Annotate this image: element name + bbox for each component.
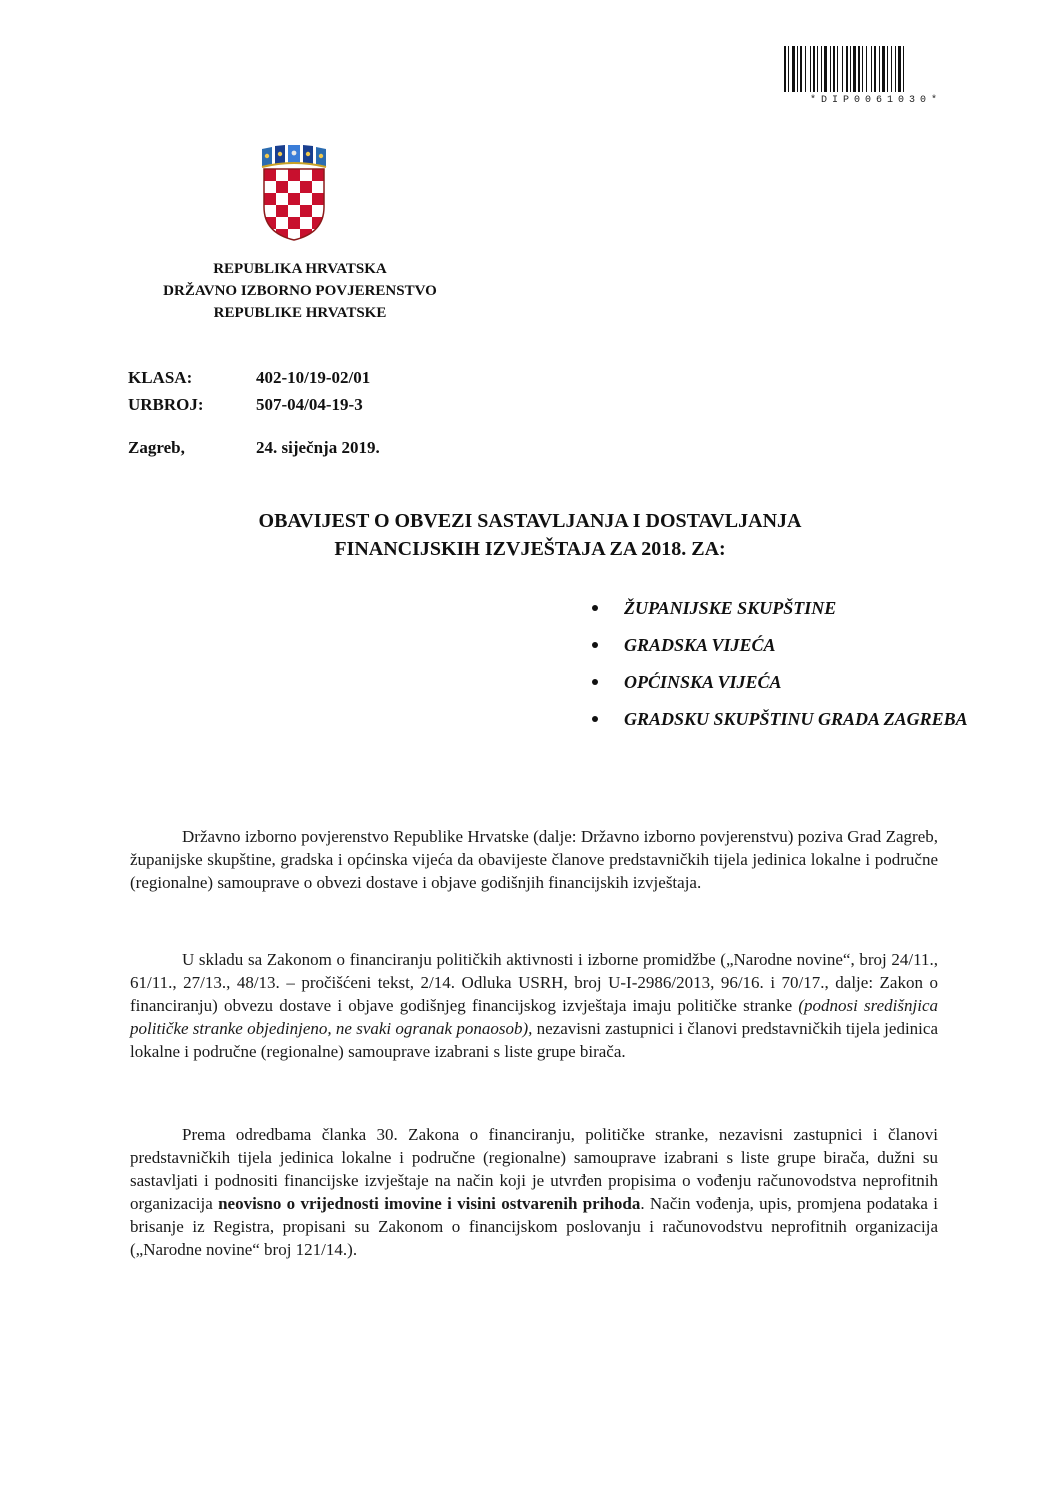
list-item: ŽUPANIJSKE SKUPŠTINE: [590, 590, 970, 627]
recipient-list: [590, 590, 970, 738]
document-title: [160, 507, 900, 563]
list-item: OPĆINSKA VIJEĆA: [590, 664, 970, 701]
bullet-icon: [592, 605, 598, 611]
bullet-icon: [592, 679, 598, 685]
barcode: [782, 46, 970, 110]
header-line-1: REPUBLIKA HRVATSKA: [213, 261, 387, 277]
date-place: Zagreb,: [128, 438, 185, 457]
coat-of-arms-logo: [258, 145, 330, 241]
klasa-value: 402-10/19-02/01: [256, 368, 371, 387]
institution-header: [120, 258, 480, 324]
paragraph-3: Prema odredbama članka 30. Zakona o financiranju, političke stranke, nezavisni zastupnici i članovi predstavničkih tijela jedinica lokalne i područne (regionalne) samouprave izabrani s liste grupe birača, dužni su sastavljati i podnositi financijske izvještaje na način koji je utvrđen propisima o vođenju računovodstva neprofitnih organizacija neovisno o vrijednosti imovine i visini ostvarenih prihoda. Način vođenja, upis, promjena podataka i brisanje iz Registra, propisani su Zakonom o financijskom poslovanju i računovodstvu neprofitnih organizacija („Narodne novine“ broj 121/14.).: [130, 1125, 938, 1259]
title-line-1: OBAVIJEST O OBVEZI SASTAVLJANJA I DOSTAVLJANJA: [258, 510, 802, 532]
barcode-text: *DIP0061030*: [809, 95, 942, 106]
list-item: GRADSKU SKUPŠTINU GRADA ZAGREBA: [590, 701, 970, 738]
bullet-icon: [592, 642, 598, 648]
document-date: [128, 438, 380, 458]
crown-icon: [262, 145, 326, 167]
date-value: 24. siječnja 2019.: [256, 438, 380, 457]
urbroj-label: URBROJ:: [128, 395, 204, 414]
title-line-2: FINANCIJSKIH IZVJEŠTAJA ZA 2018. ZA:: [334, 538, 726, 560]
header-line-3: REPUBLIKE HRVATSKE: [213, 305, 387, 321]
barcode-bars: [782, 46, 970, 94]
paragraph-1: Državno izborno povjerenstvo Republike Hrvatske (dalje: Državno izborno povjerenstvu) poziva Grad Zagreb, županijske skupštine, gradska i općinska vijeća da obavijeste članove predstavničkih tijela jedinica lokalne i područne (regionalne) samouprave o obvezi dostave i objave godišnjih financijskih izvještaja.: [130, 827, 938, 892]
klasa-label: KLASA:: [128, 368, 193, 387]
list-item: GRADSKA VIJEĆA: [590, 627, 970, 664]
bullet-icon: [592, 716, 598, 722]
header-line-2: DRŽAVNO IZBORNO POVJERENSTVO: [163, 283, 437, 299]
reference-numbers: [128, 364, 370, 418]
paragraph-2: U skladu sa Zakonom o financiranju političkih aktivnosti i izborne promidžbe („Narodne novine“, broj 24/11., 61/11., 27/13., 48/13. – pročišćeni tekst, 2/14. Odluka USRH, broj U-I-2986/2013, 96/16. i 70/17., dalje: Zakon o financiranju) obvezu dostave i objave godišnjeg financijskog izvještaja imaju političke stranke (podnosi središnjica političke stranke objedinjeno, ne svaki ogranak ponaosob), nezavisni zastupnici i članovi predstavničkih tijela jedinica lokalne i područne (regionalne) samouprave izabrani s liste grupe birača.: [130, 950, 938, 1061]
urbroj-value: 507-04/04-19-3: [256, 395, 363, 414]
